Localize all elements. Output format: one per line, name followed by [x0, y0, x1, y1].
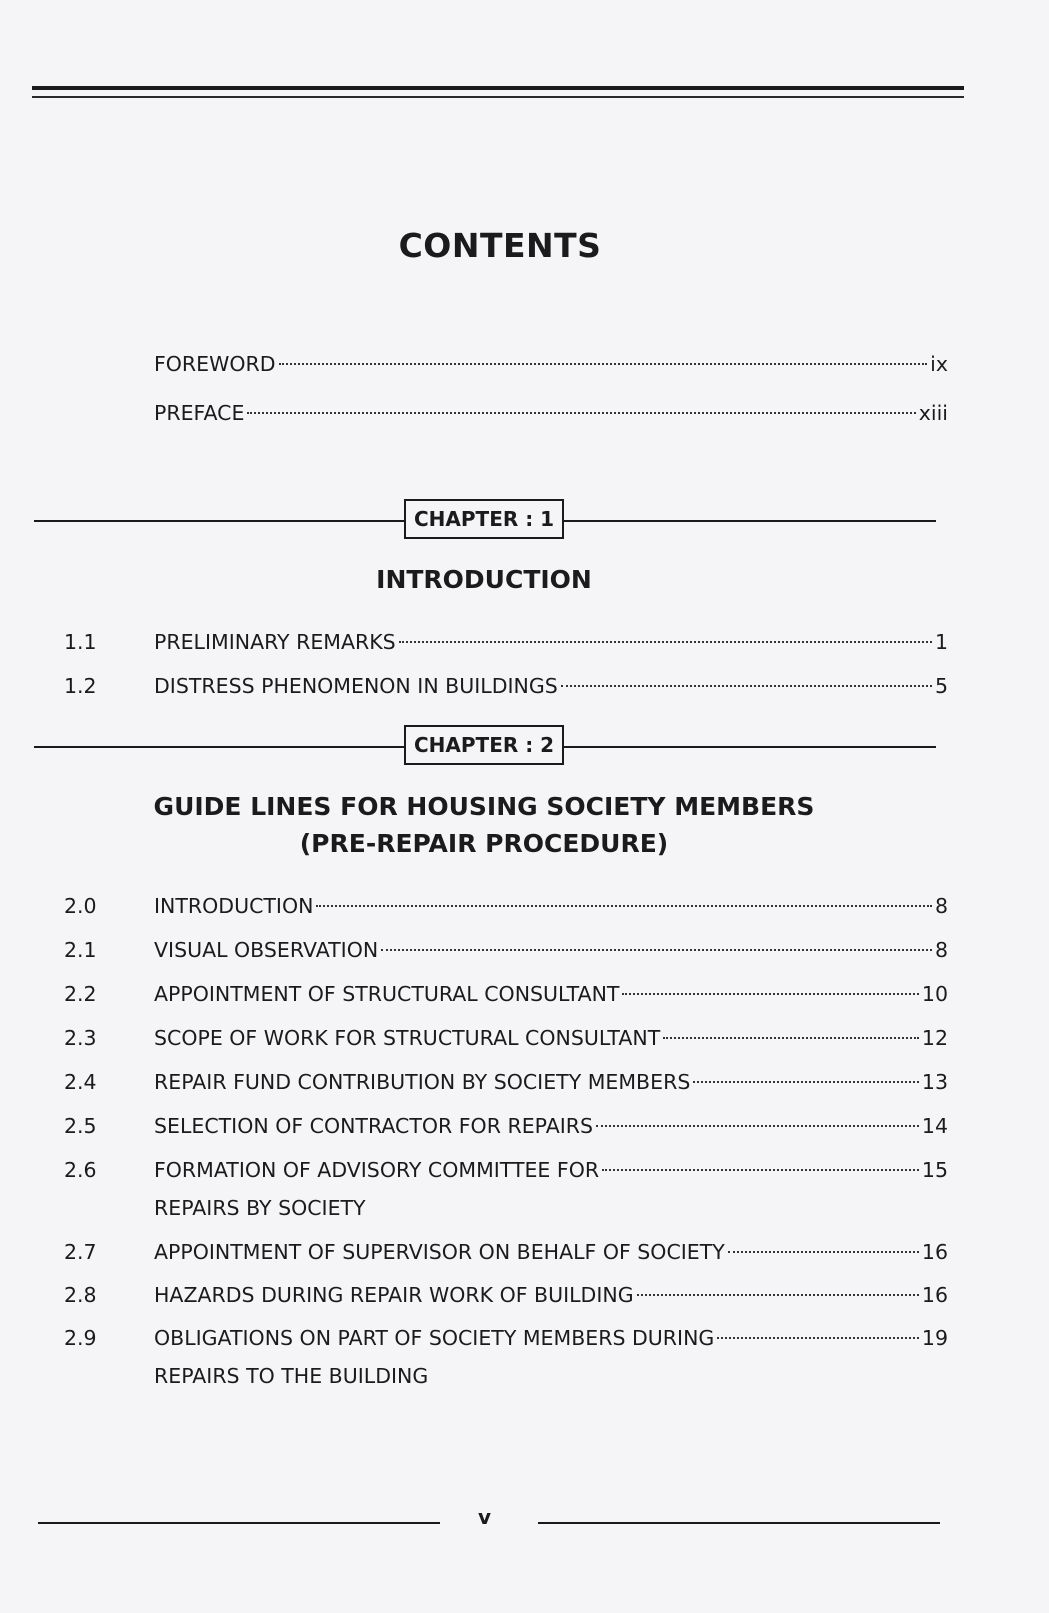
toc-entry-preface[interactable]: [60, 393, 948, 433]
entry-number: 2.1: [64, 938, 97, 962]
chapter-1-rule-left: [34, 520, 406, 522]
toc-entry-2-1[interactable]: [60, 930, 948, 970]
toc-entry-foreword[interactable]: [60, 344, 948, 384]
entry-label-continuation: REPAIRS BY SOCIETY: [154, 1196, 366, 1220]
entry-label: APPOINTMENT OF STRUCTURAL CONSULTANT: [154, 982, 620, 1006]
entry-page: 16: [921, 1283, 948, 1307]
entry-page: 10: [921, 982, 948, 1006]
leader-dots: [596, 1124, 919, 1127]
entry-page: xiii: [918, 401, 948, 425]
leader-dots: [247, 411, 915, 414]
entry-page: ix: [930, 352, 948, 376]
toc-entry-2-0[interactable]: [60, 886, 948, 926]
chapter-2-rule-right: [564, 746, 936, 748]
entry-number: 2.3: [64, 1026, 97, 1050]
leader-dots: [316, 904, 932, 907]
entry-label: FOREWORD: [154, 352, 276, 376]
chapter-1-label: CHAPTER : 1: [404, 499, 564, 539]
entry-page: 15: [921, 1158, 948, 1182]
entry-page: 8: [934, 894, 948, 918]
entry-label: PRELIMINARY REMARKS: [154, 630, 396, 654]
entry-label-continuation: REPAIRS TO THE BUILDING: [154, 1364, 429, 1388]
toc-entry-2-7[interactable]: [60, 1232, 948, 1272]
leader-dots: [279, 362, 928, 365]
entry-label: FORMATION OF ADVISORY COMMITTEE FOR: [154, 1158, 600, 1182]
leader-dots: [381, 948, 932, 951]
chapter-1-rule-right: [564, 520, 936, 522]
entry-number: 1.1: [64, 630, 97, 654]
toc-entry-2-4[interactable]: [60, 1062, 948, 1102]
toc-entry-1-1[interactable]: [60, 622, 948, 662]
entry-page: 19: [921, 1326, 948, 1350]
entry-label: REPAIR FUND CONTRIBUTION BY SOCIETY MEMBERS: [154, 1070, 691, 1094]
entry-label: INTRODUCTION: [154, 894, 314, 918]
entry-label: SELECTION OF CONTRACTOR FOR REPAIRS: [154, 1114, 594, 1138]
entry-page: 16: [921, 1240, 948, 1264]
footer-rule-left: [38, 1522, 440, 1524]
footer-rule-right: [538, 1522, 940, 1524]
chapter-1-heading: INTRODUCTION: [376, 565, 592, 594]
entry-label: VISUAL OBSERVATION: [154, 938, 379, 962]
entry-page: 1: [934, 630, 948, 654]
entry-number: 2.8: [64, 1283, 97, 1307]
entry-page: 13: [921, 1070, 948, 1094]
leader-dots: [561, 684, 932, 687]
leader-dots: [717, 1336, 919, 1339]
entry-page: 8: [934, 938, 948, 962]
entry-label: DISTRESS PHENOMENON IN BUILDINGS: [154, 674, 558, 698]
entry-number: 2.7: [64, 1240, 97, 1264]
entry-label: HAZARDS DURING REPAIR WORK OF BUILDING: [154, 1283, 634, 1307]
chapter-2-rule-left: [34, 746, 406, 748]
top-rule-thick: [32, 86, 964, 90]
entry-number: 2.4: [64, 1070, 97, 1094]
toc-entry-2-8[interactable]: [60, 1275, 948, 1315]
entry-number: 1.2: [64, 674, 97, 698]
entry-number: 2.5: [64, 1114, 97, 1138]
entry-number: 2.9: [64, 1326, 97, 1350]
leader-dots: [728, 1250, 919, 1253]
leader-dots: [602, 1168, 919, 1171]
entry-page: 12: [921, 1026, 948, 1050]
leader-dots: [693, 1080, 919, 1083]
entry-number: 2.6: [64, 1158, 97, 1182]
page-title: CONTENTS: [398, 226, 602, 265]
chapter-2-heading-line1: GUIDE LINES FOR HOUSING SOCIETY MEMBERS: [153, 792, 815, 821]
top-rule-thin: [32, 96, 964, 98]
leader-dots: [399, 640, 932, 643]
toc-entry-2-5[interactable]: [60, 1106, 948, 1146]
toc-entry-2-2[interactable]: [60, 974, 948, 1014]
chapter-2-heading-line2: (PRE-REPAIR PROCEDURE): [299, 829, 669, 858]
entry-number: 2.0: [64, 894, 97, 918]
leader-dots: [622, 992, 918, 995]
entry-label: SCOPE OF WORK FOR STRUCTURAL CONSULTANT: [154, 1026, 661, 1050]
entry-number: 2.2: [64, 982, 97, 1006]
leader-dots: [637, 1293, 919, 1296]
leader-dots: [663, 1036, 919, 1039]
toc-entry-1-2[interactable]: [60, 666, 948, 706]
entry-page: 5: [934, 674, 948, 698]
entry-page: 14: [921, 1114, 948, 1138]
entry-label: PREFACE: [154, 401, 245, 425]
toc-entry-2-9[interactable]: [60, 1318, 948, 1388]
toc-entry-2-3[interactable]: [60, 1018, 948, 1058]
entry-label: APPOINTMENT OF SUPERVISOR ON BEHALF OF SOCIETY: [154, 1240, 725, 1264]
toc-entry-2-6[interactable]: [60, 1150, 948, 1220]
chapter-2-label: CHAPTER : 2: [404, 725, 564, 765]
entry-label: OBLIGATIONS ON PART OF SOCIETY MEMBERS DURING: [154, 1326, 715, 1350]
page-number: v: [478, 1505, 492, 1529]
